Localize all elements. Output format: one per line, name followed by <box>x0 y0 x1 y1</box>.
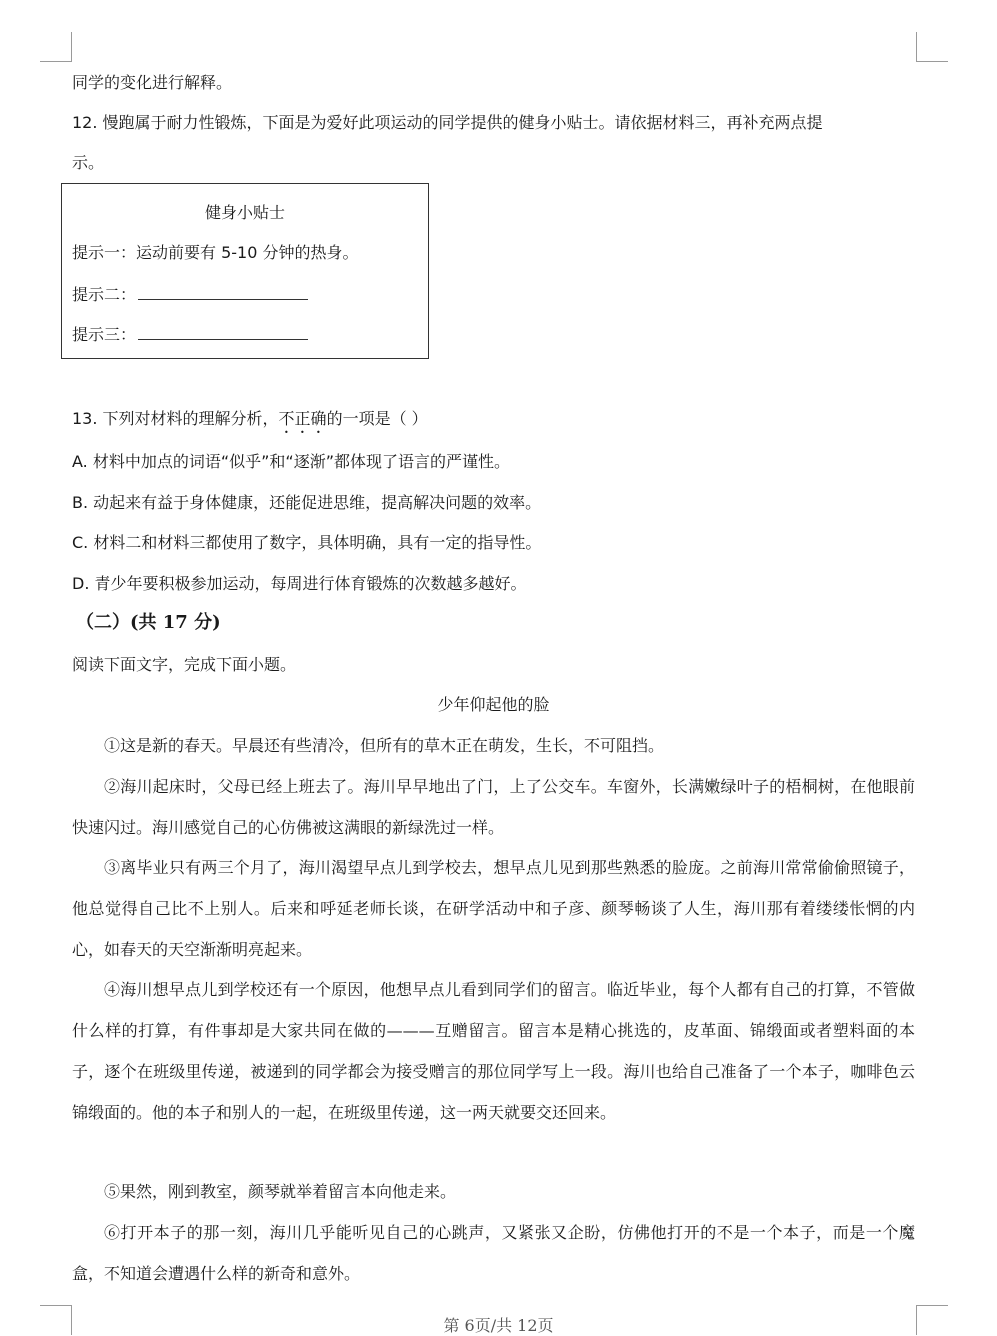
section-2-title: （二）(共 17 分) <box>76 612 221 633</box>
question-12-line2: 示。 <box>72 153 105 172</box>
tip-two-label: 提示二： <box>72 285 137 304</box>
story-paragraph-5: ⑤果然，刚到教室，颜琴就举着留言本向他走来。 <box>104 1182 457 1201</box>
crop-mark <box>916 1305 948 1306</box>
question-13-option-a: A. 材料中加点的词语“似乎”和“逐渐”都体现了语言的严谨性。 <box>72 452 510 471</box>
section-2-instruction: 阅读下面文字，完成下面小题。 <box>72 655 297 674</box>
tip-two <box>72 283 308 305</box>
tip-three-label: 提示三： <box>72 325 137 344</box>
intro-tail-text: 同学的变化进行解释。 <box>72 73 233 92</box>
question-13-stem-start: 13. 下列对材料的理解分析， <box>72 409 279 428</box>
story-paragraph-2: ②海川起床时，父母已经上班去了。海川早早地出了门，上了公交车。车窗外，长满嫩绿叶子的梧桐树，在他眼前快速闪过。海川感觉自己的心仿佛被这满眼的新绿洗过一样。 <box>72 777 915 837</box>
page-number-footer: 第 6页/共 12页 <box>443 1316 554 1335</box>
story-paragraph-6: ⑥打开本子的那一刻，海川几乎能听见自己的心跳声，又紧张又企盼，仿佛他打开的不是一个本子，而是一个魔盒，不知道会遭遇什么样的新奇和意外。 <box>72 1223 915 1283</box>
story-title: 少年仰起他的脸 <box>437 695 550 714</box>
crop-mark <box>40 1305 72 1306</box>
tip-three-answer-blank[interactable] <box>138 323 308 340</box>
question-13-emphasis: 不正确 <box>278 409 327 428</box>
story-paragraph-1: ①这是新的春天。早晨还有些清冷，但所有的草木正在萌发，生长，不可阻挡。 <box>104 736 665 755</box>
question-13-option-b: B. 动起来有益于身体健康，还能促进思维，提高解决问题的效率。 <box>72 493 542 512</box>
crop-mark <box>40 61 72 62</box>
question-13-option-c: C. 材料二和材料三都使用了数字，具体明确，具有一定的指导性。 <box>72 533 542 552</box>
question-13-stem-end: 的一项是（ ） <box>326 409 428 428</box>
question-13-stem <box>72 409 428 437</box>
story-paragraph-3: ③离毕业只有两三个月了，海川渴望早点儿到学校去，想早点儿见到那些熟悉的脸庞。之前海川常常偷偷照镜子，他总觉得自己比不上别人。后来和呼延老师长谈，在研学活动中和子彦、颜琴畅谈了人生，海川那有着缕缕怅惘的内心，如春天的天空渐渐明亮起来。 <box>72 858 915 959</box>
story-paragraph-4: ④海川想早点儿到学校还有一个原因，他想早点儿看到同学们的留言。临近毕业，每个人都有自己的打算，不管做什么样的打算，有件事却是大家共同在做的———互赠留言。留言本是精心挑选的，皮革面、锦缎面或者塑料面的本子，逐个在班级里传递，被递到的同学都会为接受赠言的那位同学写上一段。海川也给自己准备了一个本子，咖啡色云锦缎面的。他的本子和别人的一起，在班级里传递，这一两天就要交还回来。 <box>72 980 915 1122</box>
crop-mark <box>71 32 72 62</box>
tip-one: 提示一：运动前要有 5-10 分钟的热身。 <box>72 243 359 262</box>
tip-three <box>72 323 308 345</box>
question-13-option-d: D. 青少年要积极参加运动，每周进行体育锻炼的次数越多越好。 <box>72 574 527 593</box>
fitness-tips-box <box>61 183 429 359</box>
crop-mark <box>916 32 917 62</box>
crop-mark <box>916 61 948 62</box>
tip-two-answer-blank[interactable] <box>138 283 308 300</box>
fitness-tips-title: 健身小贴士 <box>204 203 285 222</box>
question-12-line1: 12. 慢跑属于耐力性锻炼，下面是为爱好此项运动的同学提供的健身小贴士。请依据材料三，再补充两点提 <box>72 113 823 132</box>
